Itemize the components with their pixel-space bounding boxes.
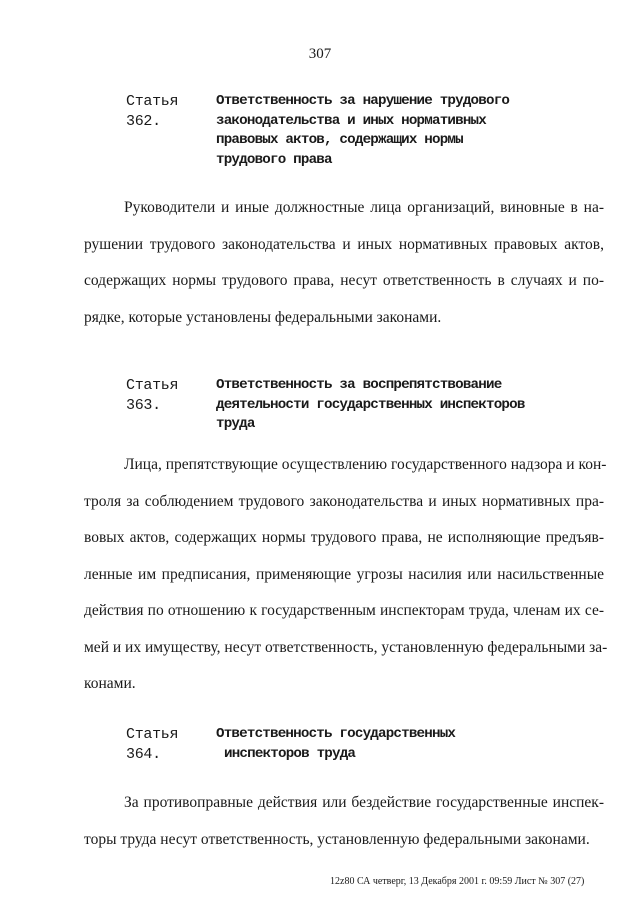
article-title [216,376,525,435]
page-number: 307 [308,46,332,62]
body-line: троля за соблюдением трудового законодательства и иных нормативных пра- [84,492,604,510]
body-line: Руководители и иные должностные лица организаций, виновные в на- [124,199,604,216]
article-label: Статья 364. [126,726,179,763]
title-line: инспекторов труда [224,745,356,762]
title-line: Ответственность государственных [216,726,456,742]
title-line: Ответственность за воспрепятствование [216,377,502,393]
title-line: трудового права [216,151,332,168]
body-line: действия по отношению к государственным инспекторам труда, членам их се- [84,602,604,619]
article-label: Статья 363. [126,377,179,414]
page-footer: 12z80 СА четверг, 13 Декабря 2001 г. 09:59 Лист № 307 (27) [330,876,585,887]
body-line: рядке, которые установлены федеральными законами. [84,308,442,326]
article-362-body [84,190,604,336]
body-line: За противоправные действия или бездействие государственные инспек- [124,794,604,811]
body-line: торы труда несут ответственность, установленную федеральными законами. [84,830,590,848]
body-line: конами. [84,675,136,692]
article-364-body [84,785,604,858]
title-line: деятельности государственных инспекторов [216,396,525,413]
body-line: рушении трудового законодательства и иных нормативных правовых актов, [84,235,604,253]
article-363-body [84,447,608,703]
article-label: Статья 362. [126,93,179,130]
body-line: ленные им предписания, применяющие угрозы насилия или насильственные [84,565,604,583]
title-line: труда [216,416,255,432]
body-line: содержащих нормы трудового права, несут ответственность в случаях и по- [84,272,604,289]
title-line: Ответственность за нарушение трудового [216,93,510,109]
body-line: мей и их имуществу, несут ответственность, установленную федеральными за- [84,638,608,656]
body-line: Лица, препятствующие осуществлению государственного надзора и кон- [124,456,607,473]
article-title [216,92,509,170]
title-line: законодательства и иных нормативных [216,112,486,129]
article-title [216,725,455,764]
body-line: вовых актов, содержащих нормы трудового права, не исполняющие предъяв- [84,529,604,546]
title-line: правовых актов, содержащих нормы [216,132,463,148]
